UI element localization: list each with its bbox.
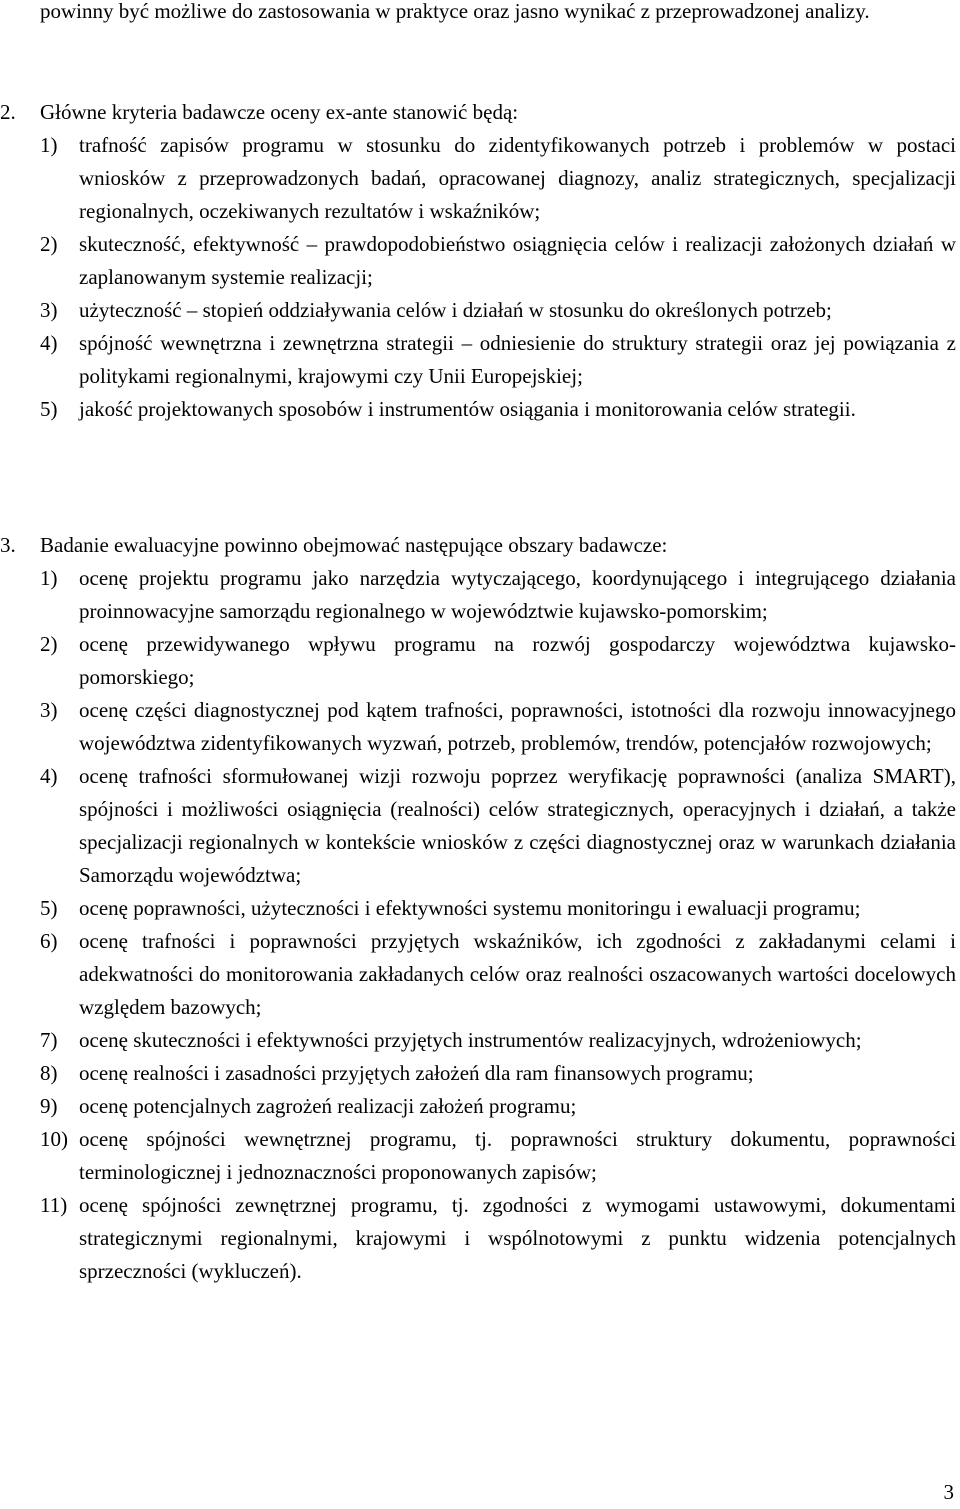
- list-item-number: 2): [40, 232, 58, 256]
- list-item: [0, 1024, 956, 1057]
- list-item-text: ocenę części diagnostycznej pod kątem trafności, poprawności, istotności dla rozwoju innowacyjnego województwa zidentyfikowanych wyzwań, potrzeb, problemów, trendów, potencjałów rozwojowych;: [79, 698, 956, 755]
- list-item-text: jakość projektowanych sposobów i instrumentów osiągania i monitorowania celów strategii.: [79, 397, 856, 421]
- list-item: [0, 694, 956, 760]
- list-item-number: 2): [40, 632, 58, 656]
- list-item: [0, 1189, 956, 1288]
- list-item: [0, 562, 956, 628]
- list-item-number: 3): [40, 298, 58, 322]
- list-item: [0, 228, 956, 294]
- section-3-heading: [0, 529, 956, 562]
- section-3-number: 3.: [0, 533, 16, 557]
- list-item-number: 4): [40, 764, 58, 788]
- section-3: [0, 529, 956, 1288]
- list-item-number: 3): [40, 698, 58, 722]
- list-item: [0, 760, 956, 892]
- list-item-text: ocenę projektu programu jako narzędzia wytyczającego, koordynującego i integrującego działania proinnowacyjne samorządu regionalnego w województwie kujawsko-pomorskim;: [79, 566, 956, 623]
- list-item-number: 8): [40, 1061, 58, 1085]
- list-item-text: użyteczność – stopień oddziaływania celów i działań w stosunku do określonych potrzeb;: [79, 298, 832, 322]
- list-item-text: ocenę spójności zewnętrznej programu, tj. zgodności z wymogami ustawowymi, dokumentami strategicznymi regionalnymi, krajowymi i wspólnotowymi z punktu widzenia potencjalnych sprzeczności (wykluczeń).: [79, 1193, 956, 1283]
- page-number: 3: [943, 1480, 954, 1504]
- list-item-text: ocenę potencjalnych zagrożeń realizacji założeń programu;: [79, 1094, 577, 1118]
- list-item-text: spójność wewnętrzna i zewnętrzna strategii – odniesienie do struktury strategii oraz jej powiązania z politykami regionalnymi, krajowymi czy Unii Europejskiej;: [79, 331, 956, 388]
- list-item: [0, 327, 956, 393]
- list-item-number: 1): [40, 566, 58, 590]
- list-item-text: ocenę skuteczności i efektywności przyjętych instrumentów realizacyjnych, wdrożeniowych;: [79, 1028, 862, 1052]
- list-item-text: ocenę trafności sformułowanej wizji rozwoju poprzez weryfikację poprawności (analiza SMART), spójności i możliwości osiągnięcia (realności) celów strategicznych, operacyjnych i działań, a także specjalizacji regionalnych w kontekście wniosków z części diagnostycznej oraz w warunkach działania Samorządu województwa;: [79, 764, 956, 887]
- list-item-text: trafność zapisów programu w stosunku do zidentyfikowanych potrzeb i problemów w postaci wniosków z przeprowadzonych badań, opracowanej diagnozy, analiz strategicznych, specjalizacji regionalnych, oczekiwanych rezultatów i wskaźników;: [79, 133, 956, 223]
- list-item-number: 9): [40, 1094, 58, 1118]
- list-item-number: 4): [40, 331, 58, 355]
- list-item: [0, 393, 956, 426]
- intro-text: powinny być możliwe do zastosowania w praktyce oraz jasno wynikać z przeprowadzonej analizy.: [40, 0, 870, 23]
- section-2-number: 2.: [0, 100, 16, 124]
- list-item-number: 1): [40, 133, 58, 157]
- list-item: [0, 1090, 956, 1123]
- list-item-text: ocenę realności i zasadności przyjętych założeń dla ram finansowych programu;: [79, 1061, 754, 1085]
- section-2-heading: [0, 96, 956, 129]
- section-2: [0, 96, 956, 426]
- list-item-number: 5): [40, 896, 58, 920]
- list-item: [0, 1057, 956, 1090]
- list-item-text: ocenę poprawności, użyteczności i efektywności systemu monitoringu i ewaluacji programu;: [79, 896, 861, 920]
- list-item-text: ocenę trafności i poprawności przyjętych wskaźników, ich zgodności z zakładanymi celami i adekwatności do monitorowania zakładanych celów oraz realności oszacowanych wartości docelowych względem bazowych;: [79, 929, 956, 1019]
- list-item-number: 11): [40, 1193, 68, 1217]
- list-item-number: 5): [40, 397, 58, 421]
- list-item: [0, 1123, 956, 1189]
- section-3-heading-text: Badanie ewaluacyjne powinno obejmować następujące obszary badawcze:: [40, 533, 668, 557]
- list-item: [0, 294, 956, 327]
- list-item-text: ocenę spójności wewnętrznej programu, tj. poprawności struktury dokumentu, poprawności terminologicznej i jednoznaczności proponowanych zapisów;: [79, 1127, 956, 1184]
- intro-paragraph: [40, 0, 956, 28]
- list-item-number: 10): [40, 1127, 68, 1151]
- list-item: [0, 892, 956, 925]
- list-item-number: 7): [40, 1028, 58, 1052]
- section-2-heading-text: Główne kryteria badawcze oceny ex-ante stanowić będą:: [40, 100, 519, 124]
- list-item: [0, 925, 956, 1024]
- list-item-text: skuteczność, efektywność – prawdopodobieństwo osiągnięcia celów i realizacji założonych działań w zaplanowanym systemie realizacji;: [79, 232, 956, 289]
- list-item-number: 6): [40, 929, 58, 953]
- list-item: [0, 129, 956, 228]
- list-item-text: ocenę przewidywanego wpływu programu na rozwój gospodarczy województwa kujawsko-pomorskiego;: [79, 632, 956, 689]
- list-item: [0, 628, 956, 694]
